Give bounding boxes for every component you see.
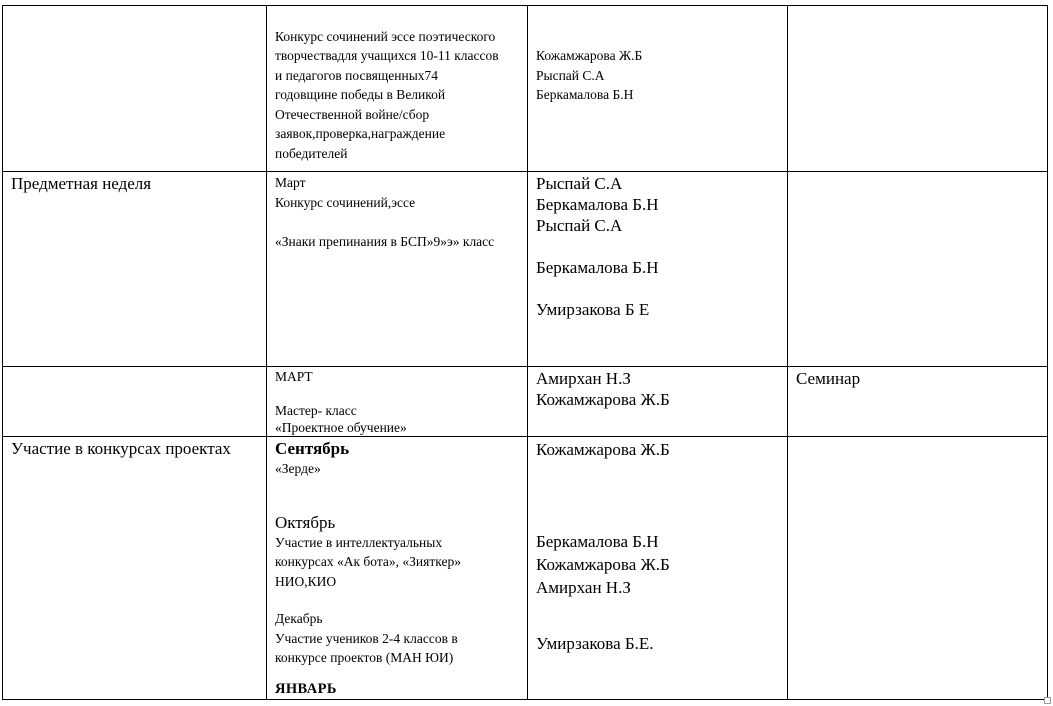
table-cell-r3c4 xyxy=(788,367,1048,437)
cell-line: творчествадля учащихся 10-11 классов xyxy=(275,48,499,63)
cell-line: Амирхан Н.З xyxy=(536,369,631,388)
table-row xyxy=(3,437,1048,700)
table-row xyxy=(3,172,1048,367)
cell-line: Кожамжарова Ж.Б xyxy=(536,440,670,459)
cell-line xyxy=(536,599,781,622)
table-cell-r2c3 xyxy=(528,172,788,367)
cell-line: Амирхан Н.З xyxy=(536,578,631,597)
table-cell-r3c2 xyxy=(267,367,528,437)
cell-line: конкурсе проектов (МАН ЮИ) xyxy=(275,650,454,665)
cell-line xyxy=(275,479,521,512)
cell-line: Март xyxy=(275,175,306,190)
cell-line: Отечественной войне/сбор xyxy=(275,106,430,122)
table-cell-r4c1 xyxy=(3,437,267,700)
cell-line: Мастер- класс xyxy=(275,403,357,418)
table-cell-r3c1 xyxy=(3,367,267,437)
cell-line xyxy=(536,461,781,484)
cell-line: Семинар xyxy=(796,369,861,388)
cell-line xyxy=(536,622,781,632)
cell-line xyxy=(536,507,781,530)
cell-line: МАРТ xyxy=(275,369,313,384)
cell-line xyxy=(275,7,521,27)
table-cell-r1c4 xyxy=(788,6,1048,172)
cell-line xyxy=(536,278,781,299)
cell-line: Участие в конкурсах проектах xyxy=(11,439,231,458)
cell-line: конкурсах «Ак бота», «Зияткер» xyxy=(275,554,461,569)
cell-line: Рыспай С.А xyxy=(536,216,623,235)
cell-line: Кожамжарова Ж.Б xyxy=(536,48,643,63)
cell-line xyxy=(536,7,781,27)
table-cell-r2c4 xyxy=(788,172,1048,367)
cell-line: Рыспай С.А xyxy=(536,174,623,193)
cell-line xyxy=(275,591,521,609)
table-resize-handle[interactable] xyxy=(1044,697,1051,704)
cell-line: Октябрь xyxy=(275,512,336,532)
schedule-table xyxy=(2,5,1048,700)
cell-line: Конкурс сочинений эссе поэтического xyxy=(275,28,496,44)
cell-line: Беркамалова Б.Н xyxy=(536,532,659,551)
cell-line xyxy=(536,236,781,257)
cell-line xyxy=(275,212,521,232)
cell-line: «Знаки препинания в БСП»9»э» класс xyxy=(275,233,495,249)
cell-line: Кожамжарова Ж.Б xyxy=(536,555,670,574)
cell-line: победителей xyxy=(275,145,348,161)
cell-line: ЯНВАРЬ xyxy=(275,680,337,697)
cell-line xyxy=(275,668,521,680)
table-cell-r4c4 xyxy=(788,437,1048,700)
cell-line xyxy=(275,385,521,402)
table-cell-r3c3 xyxy=(528,367,788,437)
cell-line: Участие в интеллектуальных xyxy=(275,534,443,550)
table-row xyxy=(3,367,1048,437)
table-cell-r2c1 xyxy=(3,172,267,367)
table-cell-r4c3 xyxy=(528,437,788,700)
cell-line: Беркамалова Б.Н xyxy=(536,258,659,277)
cell-line: НИО,КИО xyxy=(275,573,337,589)
cell-line: Умирзакова Б.Е. xyxy=(536,634,654,653)
cell-line: Кожамжарова Ж.Б xyxy=(536,390,670,409)
cell-line: заявок,проверка,награждение xyxy=(275,126,446,141)
cell-line: Сентябрь xyxy=(275,439,350,458)
cell-line: Рыспай С.А xyxy=(536,67,605,83)
table-cell-r2c2 xyxy=(267,172,528,367)
table-cell-r1c2 xyxy=(267,6,528,172)
cell-line: «Зерде» xyxy=(275,461,321,476)
cell-line: Беркамалова Б.Н xyxy=(536,195,659,214)
cell-line: и педагогов посвященных74 xyxy=(275,67,439,83)
table-cell-r1c1 xyxy=(3,6,267,172)
cell-line: годовщине победы в Великой xyxy=(275,87,446,102)
table-row xyxy=(3,6,1048,172)
cell-line: Беркамалова Б.Н xyxy=(536,87,634,102)
cell-line: Конкурс сочинений,эссе xyxy=(275,194,416,210)
cell-line: «Проектное обучение» xyxy=(275,420,407,435)
table-cell-r1c3 xyxy=(528,6,788,172)
cell-line: Участие учеников 2-4 классов в xyxy=(275,630,458,646)
cell-line: Предметная неделя xyxy=(11,174,152,193)
cell-line xyxy=(536,27,781,47)
cell-line xyxy=(536,484,781,507)
table-cell-r4c2 xyxy=(267,437,528,700)
cell-line: Умирзакова Б Е xyxy=(536,300,650,319)
cell-line: Декабрь xyxy=(275,611,323,626)
